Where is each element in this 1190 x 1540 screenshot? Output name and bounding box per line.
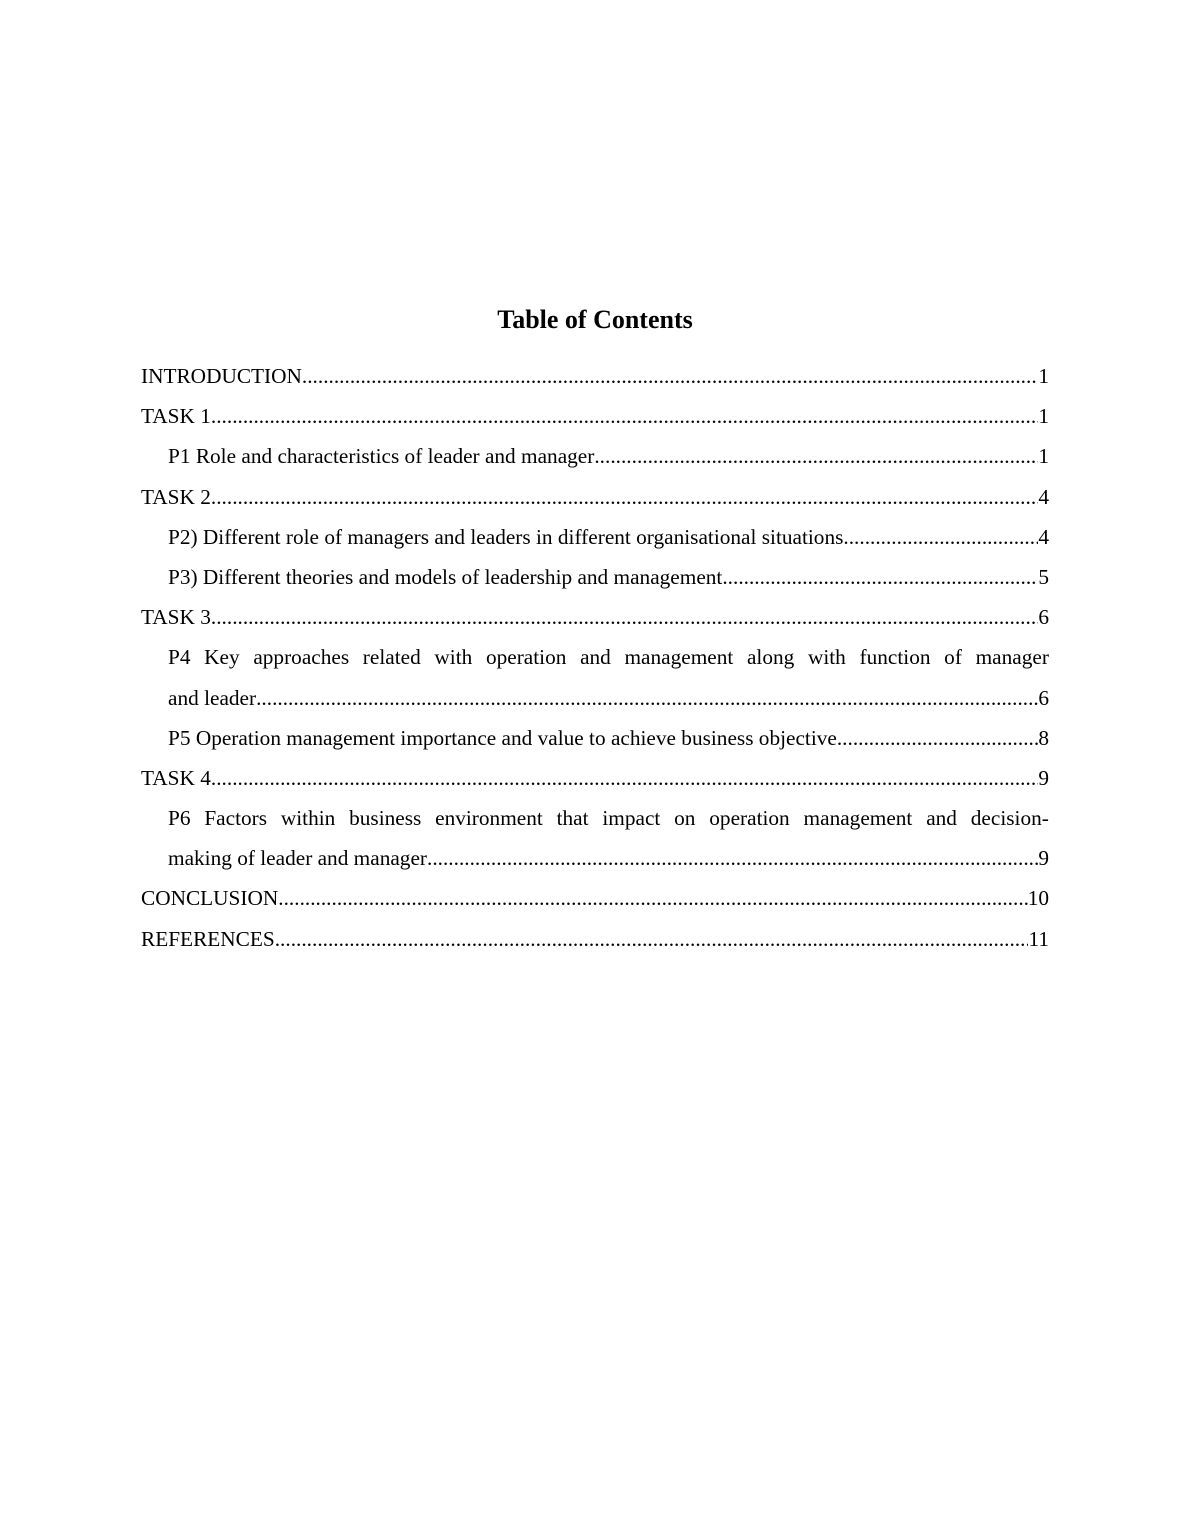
toc-entry-p2[interactable] xyxy=(141,517,1049,557)
toc-entry-task-4[interactable] xyxy=(141,758,1049,798)
dot-leader xyxy=(302,356,1038,396)
dot-leader xyxy=(278,878,1027,918)
table-of-contents xyxy=(141,356,1049,959)
toc-page-number: 6 xyxy=(1038,685,1049,710)
toc-entry-label-line-1: P6 Factors within business environment that impact on operation management and decision- xyxy=(168,806,1049,831)
toc-page-number: 1 xyxy=(1038,404,1049,429)
toc-page-number: 10 xyxy=(1027,886,1049,911)
toc-entry-label-line-1: P4 Key approaches related with operation and management along with function of manager xyxy=(168,645,1049,670)
toc-entry-conclusion[interactable] xyxy=(141,878,1049,918)
dot-leader xyxy=(594,436,1038,476)
toc-entry-references[interactable] xyxy=(141,919,1049,959)
toc-page-number: 4 xyxy=(1038,484,1049,509)
toc-entry-label-line-2: and leader xyxy=(168,685,257,710)
toc-entry-label: P5 Operation management importance and value to achieve business objective xyxy=(168,725,837,750)
toc-entry-label: TASK 2 xyxy=(141,484,211,509)
toc-entry-label: TASK 1 xyxy=(141,404,211,429)
toc-entry-label: REFERENCES xyxy=(141,926,275,951)
toc-page-number: 11 xyxy=(1028,926,1049,951)
toc-entry-introduction[interactable] xyxy=(141,356,1049,396)
toc-entry-p1[interactable] xyxy=(141,436,1049,476)
toc-entry-task-2[interactable] xyxy=(141,477,1049,517)
toc-entry-label: TASK 4 xyxy=(141,765,211,790)
dot-leader xyxy=(722,557,1038,597)
toc-page-number: 4 xyxy=(1038,524,1049,549)
toc-entry-label: P1 Role and characteristics of leader and manager xyxy=(168,444,595,469)
toc-entry-label: P2) Different role of managers and leaders in different organisational situations xyxy=(168,524,844,549)
dot-leader xyxy=(427,838,1038,878)
toc-page-number: 9 xyxy=(1038,846,1049,871)
toc-entry-task-3[interactable] xyxy=(141,597,1049,637)
toc-entry-label: P3) Different theories and models of leadership and management xyxy=(168,564,723,589)
toc-entry-task-1[interactable] xyxy=(141,396,1049,436)
toc-entry-label-line-2: making of leader and manager xyxy=(168,846,427,871)
toc-entry-p6[interactable] xyxy=(141,798,1049,878)
toc-page-number: 5 xyxy=(1038,564,1049,589)
toc-entry-p5[interactable] xyxy=(141,718,1049,758)
toc-entry-label: INTRODUCTION xyxy=(141,364,302,388)
dot-leader xyxy=(211,758,1038,798)
toc-page-number: 6 xyxy=(1038,605,1049,630)
toc-page-number: 1 xyxy=(1038,364,1049,388)
dot-leader xyxy=(256,678,1038,718)
dot-leader xyxy=(211,396,1038,436)
dot-leader xyxy=(211,477,1038,517)
toc-page-number: 9 xyxy=(1038,765,1049,790)
dot-leader xyxy=(211,597,1038,637)
toc-entry-p4[interactable] xyxy=(141,637,1049,717)
toc-entry-p3[interactable] xyxy=(141,557,1049,597)
dot-leader xyxy=(837,718,1038,758)
toc-page-number: 1 xyxy=(1038,444,1049,469)
toc-page-number: 8 xyxy=(1038,725,1049,750)
dot-leader xyxy=(843,517,1038,557)
toc-entry-label: TASK 3 xyxy=(141,605,211,630)
dot-leader xyxy=(275,919,1029,959)
toc-title: Table of Contents xyxy=(497,305,693,334)
toc-entry-label: CONCLUSION xyxy=(141,886,279,911)
